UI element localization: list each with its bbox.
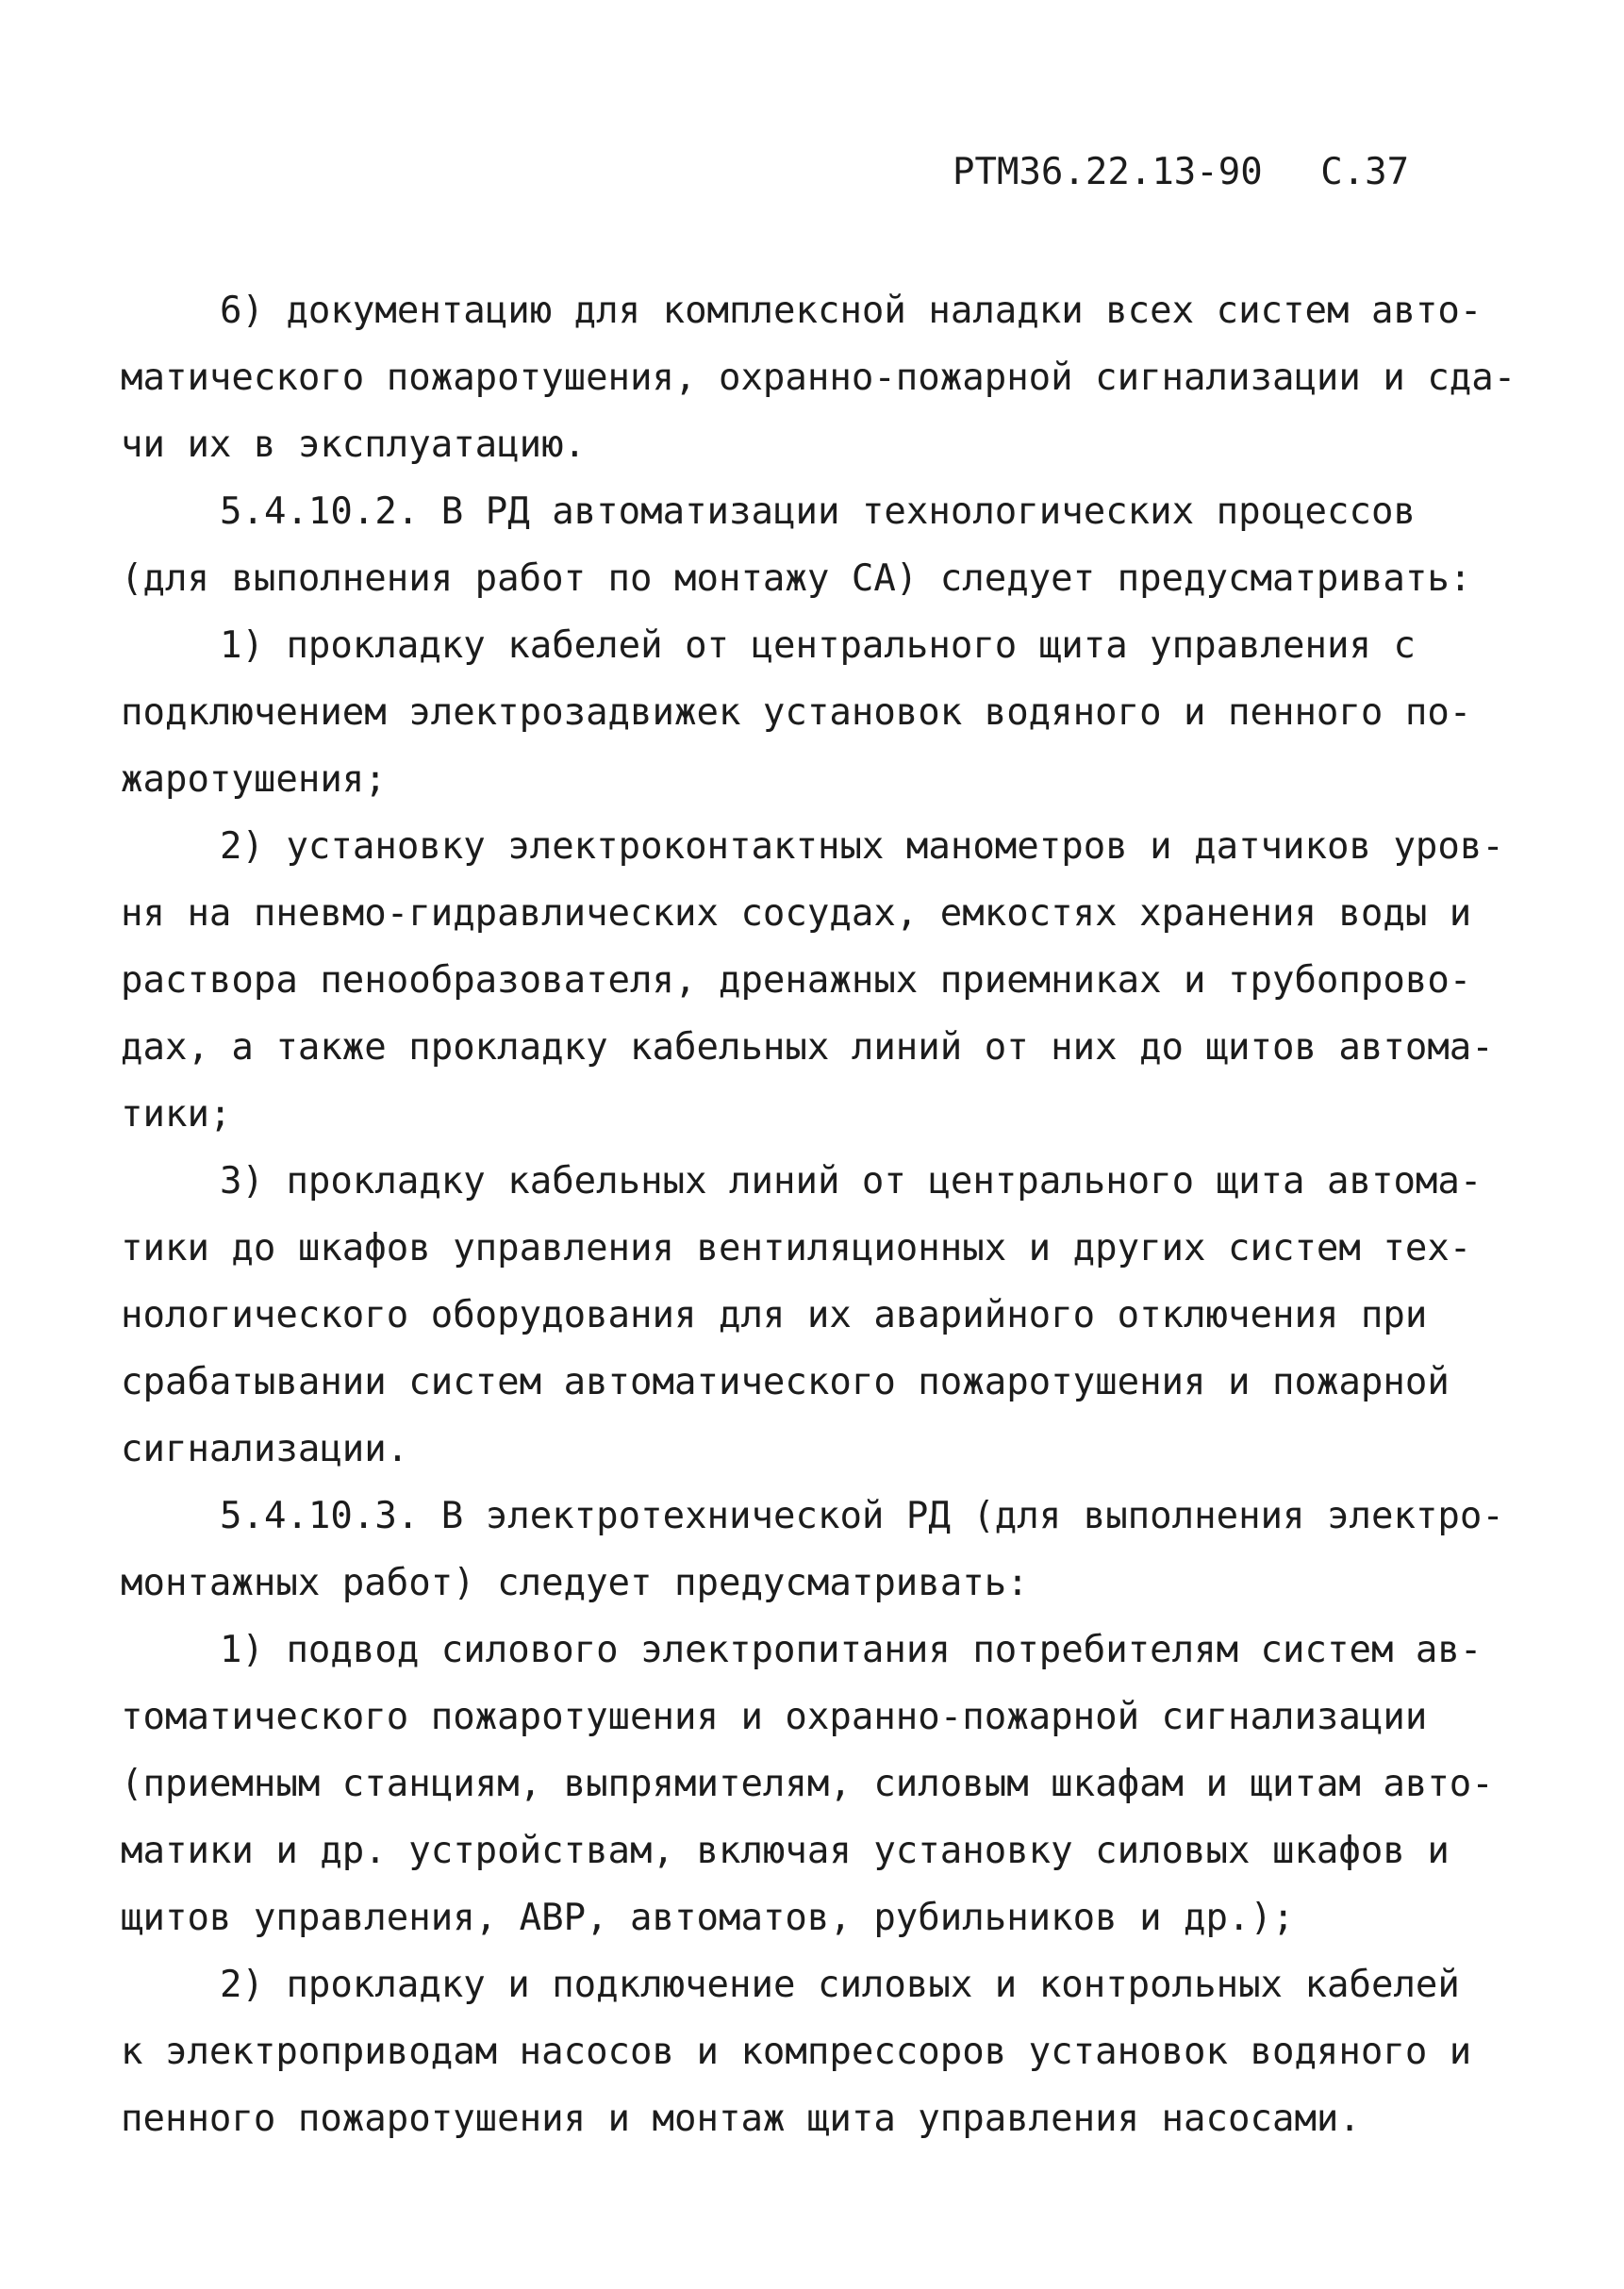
page-header bbox=[953, 151, 1409, 193]
text-line: пенного пожаротушения и монтаж щита управления насосами. bbox=[121, 2098, 1361, 2140]
document-code: РТМ36.22.13-90 bbox=[953, 151, 1263, 193]
text-line: дах, а также прокладку кабельных линий от них до щитов автома- bbox=[121, 1026, 1494, 1069]
text-line: тики до шкафов управления вентиляционных и других систем тех- bbox=[121, 1227, 1472, 1269]
text-line: монтажных работ) следует предусматривать: bbox=[121, 1562, 1029, 1604]
text-line: нологического оборудования для их аварийного отключения при bbox=[121, 1294, 1428, 1336]
text-line: сигнализации. bbox=[121, 1428, 409, 1470]
text-line: тики; bbox=[121, 1093, 232, 1136]
text-line: 2) установку электроконтактных манометров и датчиков уров- bbox=[220, 825, 1504, 868]
text-line: ня на пневмо-гидравлических сосудах, емкостях хранения воды и bbox=[121, 892, 1472, 935]
text-line: 2) прокладку и подключение силовых и контрольных кабелей bbox=[220, 1964, 1460, 2006]
text-line: 5.4.10.2. В РД автоматизации технологических процессов bbox=[220, 490, 1416, 533]
text-line: жаротушения; bbox=[121, 758, 387, 801]
document-body bbox=[121, 277, 1516, 2152]
text-line: матики и др. устройствам, включая установку силовых шкафов и bbox=[121, 1830, 1450, 1872]
text-line: срабатывании систем автоматического пожаротушения и пожарной bbox=[121, 1361, 1450, 1403]
text-line: чи их в эксплуатацию. bbox=[121, 423, 587, 466]
text-line: 5.4.10.3. В электротехнической РД (для выполнения электро- bbox=[220, 1495, 1504, 1537]
text-line: (для выполнения работ по монтажу СА) следует предусматривать: bbox=[121, 557, 1472, 600]
text-line: матического пожаротушения, охранно-пожарной сигнализации и сда- bbox=[121, 357, 1516, 399]
text-line: щитов управления, АВР, автоматов, рубильников и др.); bbox=[121, 1897, 1295, 1939]
text-line: 6) документацию для комплексной наладки всех систем авто- bbox=[220, 290, 1483, 332]
text-line: подключением электрозадвижек установок водяного и пенного по- bbox=[121, 691, 1472, 734]
text-line: 1) подвод силового электропитания потребителям систем ав- bbox=[220, 1629, 1483, 1671]
text-line: 3) прокладку кабельных линий от центрального щита автома- bbox=[220, 1160, 1483, 1203]
text-line: раствора пенообразователя, дренажных приемниках и трубопрово- bbox=[121, 959, 1472, 1002]
text-line: к электроприводам насосов и компрессоров установок водяного и bbox=[121, 2031, 1472, 2073]
text-line: (приемным станциям, выпрямителям, силовым шкафам и щитам авто- bbox=[121, 1763, 1494, 1805]
text-line: томатического пожаротушения и охранно-пожарной сигнализации bbox=[121, 1696, 1428, 1738]
text-line: 1) прокладку кабелей от центрального щита управления с bbox=[220, 624, 1416, 667]
page-number: С.37 bbox=[1320, 151, 1410, 193]
